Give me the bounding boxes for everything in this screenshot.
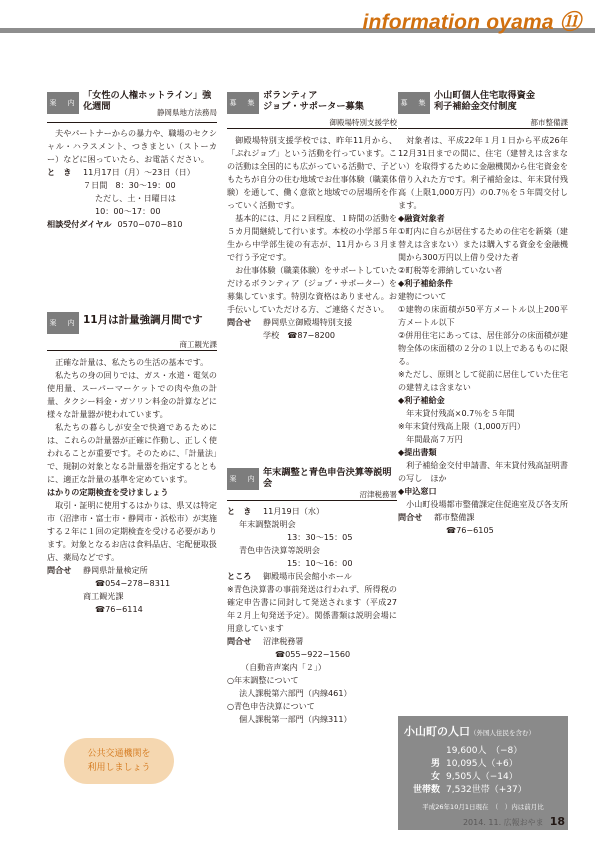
list-item: ①建物の床面積が50平方メートル以上200平方メートル以下 [398,304,568,327]
section-housing-subsidy [398,90,568,537]
section-measurement-month [47,310,217,616]
page-number: 18 [549,815,565,828]
subheading: ◆提出書類 [398,447,437,457]
population-box [398,716,568,830]
subheading: ◆申込窓口 [398,486,437,496]
subheading: ◆融資対象者 [398,213,445,223]
label: 問合せ [227,636,252,646]
paragraph: 取引・証明に使用するはかりは、県又は特定市（沼津市・富士市・静岡市・浜松市）が実施する２年に１回の定期検査を受ける必要があります。対象となるお店は食料品店、宅配便取扱店、薬局などです。 [47,500,217,562]
section-title: 年末調整と青色申告決算等説明会 [263,467,392,489]
bubble-line: 公共交通機関を [87,749,151,759]
paragraph: 正確な計量は、私たちの生活の基本です。 [55,357,209,367]
label: 問合せ [227,317,252,327]
text-line: 13：30～15：05 [287,532,353,542]
text-line: 法人課税第六部門（内線461） [239,688,352,698]
divider [47,122,217,123]
subheading: ◆利子補給金 [398,395,445,405]
divider [47,350,217,351]
population-row: 女 9,505人（−14） [430,772,518,782]
section-org: 御殿場特別支援学校 [329,118,397,127]
section-title: 11月は計量強調月間です [83,314,203,326]
phone-number: 学校 ☎87−8200 [263,330,336,340]
section-badge: 募 集 [227,92,259,114]
label: と き [227,506,252,516]
note: ※青色決算書の事前発送は行われず、所得税の確定申告書に同封して発送されます（平成27年２月上旬発送予定）。関係書類は説明会場に用意しています [227,584,397,633]
bubble-line: 利用しましょう [87,763,151,773]
text-line: 10：00～17：00 [95,206,161,216]
divider [227,500,397,501]
phone-number: ☎055−922−1560 [275,649,351,659]
section-title: ジョブ・サポーター募集 [263,101,364,112]
divider [227,128,397,129]
label: 問合せ [47,565,72,575]
section-org: 商工観光課 [179,340,217,349]
value: 静岡県計量検定所 [83,565,148,575]
population-subtitle: （外国人住民を含む） [470,729,535,737]
list-item: ②町税等を滞納していない者 [398,265,503,275]
paragraph: 夫やパートナーからの暴力や、職場のセクシャル・ハラスメント、つきまとい（ストーカー）などに困っていたら、お電話ください。 [47,128,217,164]
population-row: 男 10,095人（+6） [430,759,518,769]
list-item: 年末貸付残高×0.7％を５年間 [406,408,515,418]
section-org: 沼津税務署 [359,490,397,499]
subheading: はかりの定期検査を受けましょう [47,487,169,497]
population-title: 小山町の人口 [404,725,470,738]
paragraph: 基本的には、月に２回程度、１時間の活動を５カ月間継続して行います。本校の小学部５年生から中学部生徒の有志が、11月から３月まで行う予定です。 [227,213,397,262]
subheading: ◆利子補給条件 [398,278,453,288]
label: 相談受付ダイヤル [47,219,112,229]
section-tax-briefing [227,466,397,726]
value: 都市整備課 [434,512,475,522]
text-line: 商工観光課 [83,591,124,601]
section-title: 利子補給金交付制度 [434,101,517,112]
text-line: ○青色申告決算について [227,701,315,711]
phone-number: ☎054−278−8311 [95,578,171,588]
issue-label: 2014. 11. 広報おやま [462,818,544,827]
label: 問合せ [398,512,423,522]
list-item: ①町内に自らが居住するための住宅を新築（建替えは含まない）または購入する資金を金融機関から300万円以上借り受けた者 [398,226,568,262]
text-line: ７日間 8：30～19：00 [83,180,176,190]
section-badge: 案 内 [47,92,79,114]
list-item: 年間最高７万円 [406,434,463,444]
value: 静岡県立御殿場特別支援 [263,317,353,327]
section-org: 都市整備課 [530,118,568,127]
value: 沼津税務署 [263,636,304,646]
paragraph: 対象者は、平成22年１月１日から平成26年12月31日までの間に、住宅（建替えは含まない）を取得するために金融機関から住宅資金を借り入れた方です。利子補給金は、年末貸付残高（上限1,000万円）の0.7％を５年間交付します。 [398,135,568,210]
section-badge: 案 内 [227,468,259,490]
value: 御殿場市民会館小ホール [263,571,352,581]
paragraph: 私たちの身の回りでは、ガス・水道・電気の使用量、スーパーマーケットでの肉や魚の計量、タクシー料金・ガソリン料金の計算などに様々な計量器が使われています。 [47,370,217,419]
section-job-supporter [227,90,397,342]
section-badge: 募 集 [398,92,430,114]
list-item: ②併用住宅にあっては、居住部分の床面積が建物全体の床面積の２分の１以上であるものに限る。 [398,330,568,366]
text-line: ただし、土・日曜日は [95,193,176,203]
page-header [0,0,595,38]
transit-bubble [64,738,174,784]
list-item: ※ただし、原則として従前に居住していた住宅の建替えは含まない [398,369,568,392]
text-line: 年末調整説明会 [239,519,296,529]
section-womens-hotline [47,90,217,231]
paragraph: 御殿場特別支援学校では、昨年11月から、「ぷれジョブ」という活動を行っています。この活動は全国的にも広がっている活動で、子どもたちが自分の住む地域でお仕事体験（職業体験）を通して、働く意欲と地域での居場所を作っていく活動です。 [227,135,397,210]
value: 11月19日（水） [263,506,325,516]
section-title: 「女性の人権ホットライン」強化週間 [83,90,212,112]
label: と き [47,167,72,177]
text-line: 15：10～16：00 [287,558,353,568]
divider [398,128,568,129]
population-row: 世帯数 7,532世帯（+37） [412,785,527,795]
section-badge: 案 内 [47,312,79,334]
section-title: ボランティア [263,90,318,101]
paragraph: お仕事体験（職業体験）をサポートしていただけるボランティア（ジョブ・サポーター）を募集しています。特別な資格はありません。お手伝いしていただける方、ご連絡ください。 [227,265,397,314]
paragraph: 私たちの暮らしが安全で快適であるためには、これらの計量器が正確に作動し、正しく使われることが重要です。そのために、「計量法」で、規制の対象となる計量器を指定するとともに、適正な計量の基準を定めています。 [47,422,217,484]
page-footer [463,815,565,828]
text-line: 個人課税第一部門（内線311） [239,714,352,724]
phone-number: ☎76−6114 [95,604,143,614]
list-item: 小山町役場都市整備課定住促進室及び各支所 [406,499,568,509]
text-line: ○年末調整について [227,675,299,685]
phone-number: 0570−070−810 [117,219,183,229]
text-line: （自動音声案内「２」） [241,662,326,672]
section-org: 静岡県地方法務局 [157,108,217,117]
list-item: ※年末貸付残高上限（1,000万円） [398,421,526,431]
population-note: 平成26年10月1日現在 （ ）内は前月比 [422,803,544,811]
label: ところ [227,571,252,581]
phone-number: ☎76−6105 [446,525,494,535]
list-item: 建物について [398,291,447,301]
population-row: 19,600人 （−8） [446,746,523,756]
section-title: 小山町個人住宅取得資金 [434,90,536,101]
value: 11月17日（月）～23日（日） [83,167,195,177]
text-line: 青色申告決算等説明会 [239,545,320,555]
page-title: information oyama ⑪ [362,11,581,34]
list-item: 利子補給金交付申請書、年末貸付残高証明書の写し ほか [398,460,568,483]
